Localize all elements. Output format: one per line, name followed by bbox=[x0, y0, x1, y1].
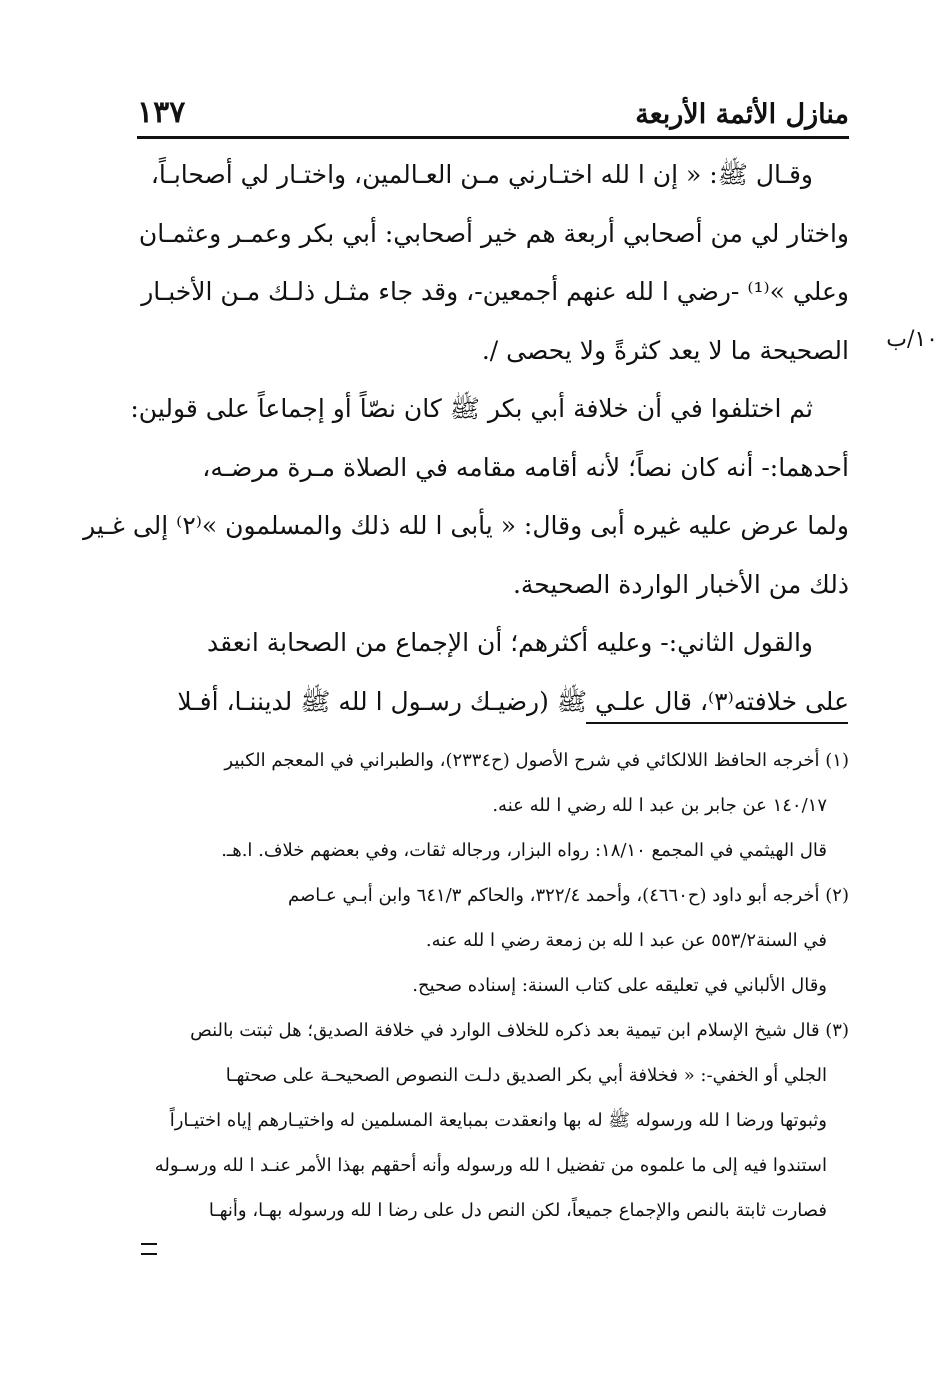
footnote-line: وقال الألباني في تعليقه على كتاب السنة: إسناده صحيح. bbox=[412, 975, 827, 996]
text-line: ذلك من الأخبار الواردة الصحيحة. bbox=[512, 569, 849, 599]
footnote-line: استندوا فيه إلى ما علموه من تفضيل ا لله ورسوله وأنه أحقهم بهذا الأمر عنـد ا لله ورسـوله bbox=[154, 1155, 827, 1176]
text-line: واختار لي من أصحابي أربعة هم خير أصحابي: أبي بكر وعمـر وعثمـان bbox=[138, 218, 849, 248]
footnote-line: قال الهيثمي في المجمع ١٨/١٠: رواه البزار، ورجاله ثقات، وفي بعضهم خلاف. ا.هـ. bbox=[221, 840, 827, 861]
footnote-line: الجلي أو الخفي-: « فخلافة أبي بكر الصديق دلـت النصوص الصحيحـة على صحتهـا bbox=[225, 1065, 827, 1086]
footnote-line: وثبوتها ورضا ا لله ورسوله ﷺ له بها وانعقدت بمبايعة المسلمين له واختيـارهم إياه اختيـاراً bbox=[169, 1110, 827, 1131]
text-line: وقـال ﷺ: « إن ا لله اختـارني مـن العـالمين، واختـار لي أصحابـاً، bbox=[150, 160, 813, 189]
footnote-line: ١٤٠/١٧ عن جابر بن عبد ا لله رضي ا لله عنه. bbox=[492, 795, 827, 816]
footnote-line: (٣) قال شيخ الإسلام ابن تيمية بعد ذكره للخلاف الوارد في خلافة الصديق؛ هل ثبتت بالنص bbox=[190, 1020, 849, 1041]
text-line: على خلافته⁽٣⁾، قال علـي ﷺ (رضيـك رسـول ا لله ﷺ لديننـا، أفـلا bbox=[177, 686, 849, 716]
page-header bbox=[137, 84, 849, 139]
text-line: ولما عرض عليه غيره أبى وقال: « يأبى ا لله ذلك والمسلمون »⁽٢⁾ إلى غـير bbox=[83, 511, 849, 540]
footnote-line: (١) أخرجه الحافظ اللالكائي في شرح الأصول (ح٢٣٣٤)، والطبراني في المعجم الكبير bbox=[224, 750, 849, 771]
text-line: الصحيحة ما لا يعد كثرةً ولا يحصى /. bbox=[481, 335, 849, 365]
text-line: ثم اختلفوا في أن خلافة أبي بكر ﷺ كان نصّاً أو إجماعاً على قولين: bbox=[130, 394, 813, 423]
footnote-line: فصارت ثابتة بالنص والإجماع جميعاً، لكن النص دل على رضا ا لله ورسوله بهـا، وأنهـا bbox=[208, 1200, 827, 1221]
footnote-line: في السنة٥٥٣/٢ عن عبد ا لله بن زمعة رضي ا لله عنه. bbox=[425, 930, 827, 951]
page-number: ١٣٧ bbox=[137, 95, 186, 130]
footnote-line: (٢) أخرجه أبو داود (ح٤٦٦٠)، وأحمد ٣٢٢/٤، والحاكم ٦٤١/٣ وابن أبـي عـاصم bbox=[288, 885, 849, 906]
text-line: والقول الثاني:- وعليه أكثرهم؛ أن الإجماع من الصحابة انعقد bbox=[207, 628, 813, 657]
footnotes bbox=[137, 738, 849, 1233]
continuation-mark bbox=[141, 1243, 157, 1255]
margin-folio-note: ١٠/ب bbox=[886, 327, 938, 352]
main-text bbox=[83, 146, 849, 731]
text-line: وعلي »⁽¹⁾ -رضي ا لله عنهم أجمعين-، وقد جاء مثـل ذلـك مـن الأخبـار bbox=[141, 277, 849, 306]
book-title: منازل الأئمة الأربعة bbox=[635, 99, 849, 130]
footnote-separator bbox=[586, 722, 848, 724]
text-line: أحدهما:- أنه كان نصاً؛ لأنه أقامه مقامه في الصلاة مـرة مرضـه، bbox=[202, 452, 849, 482]
